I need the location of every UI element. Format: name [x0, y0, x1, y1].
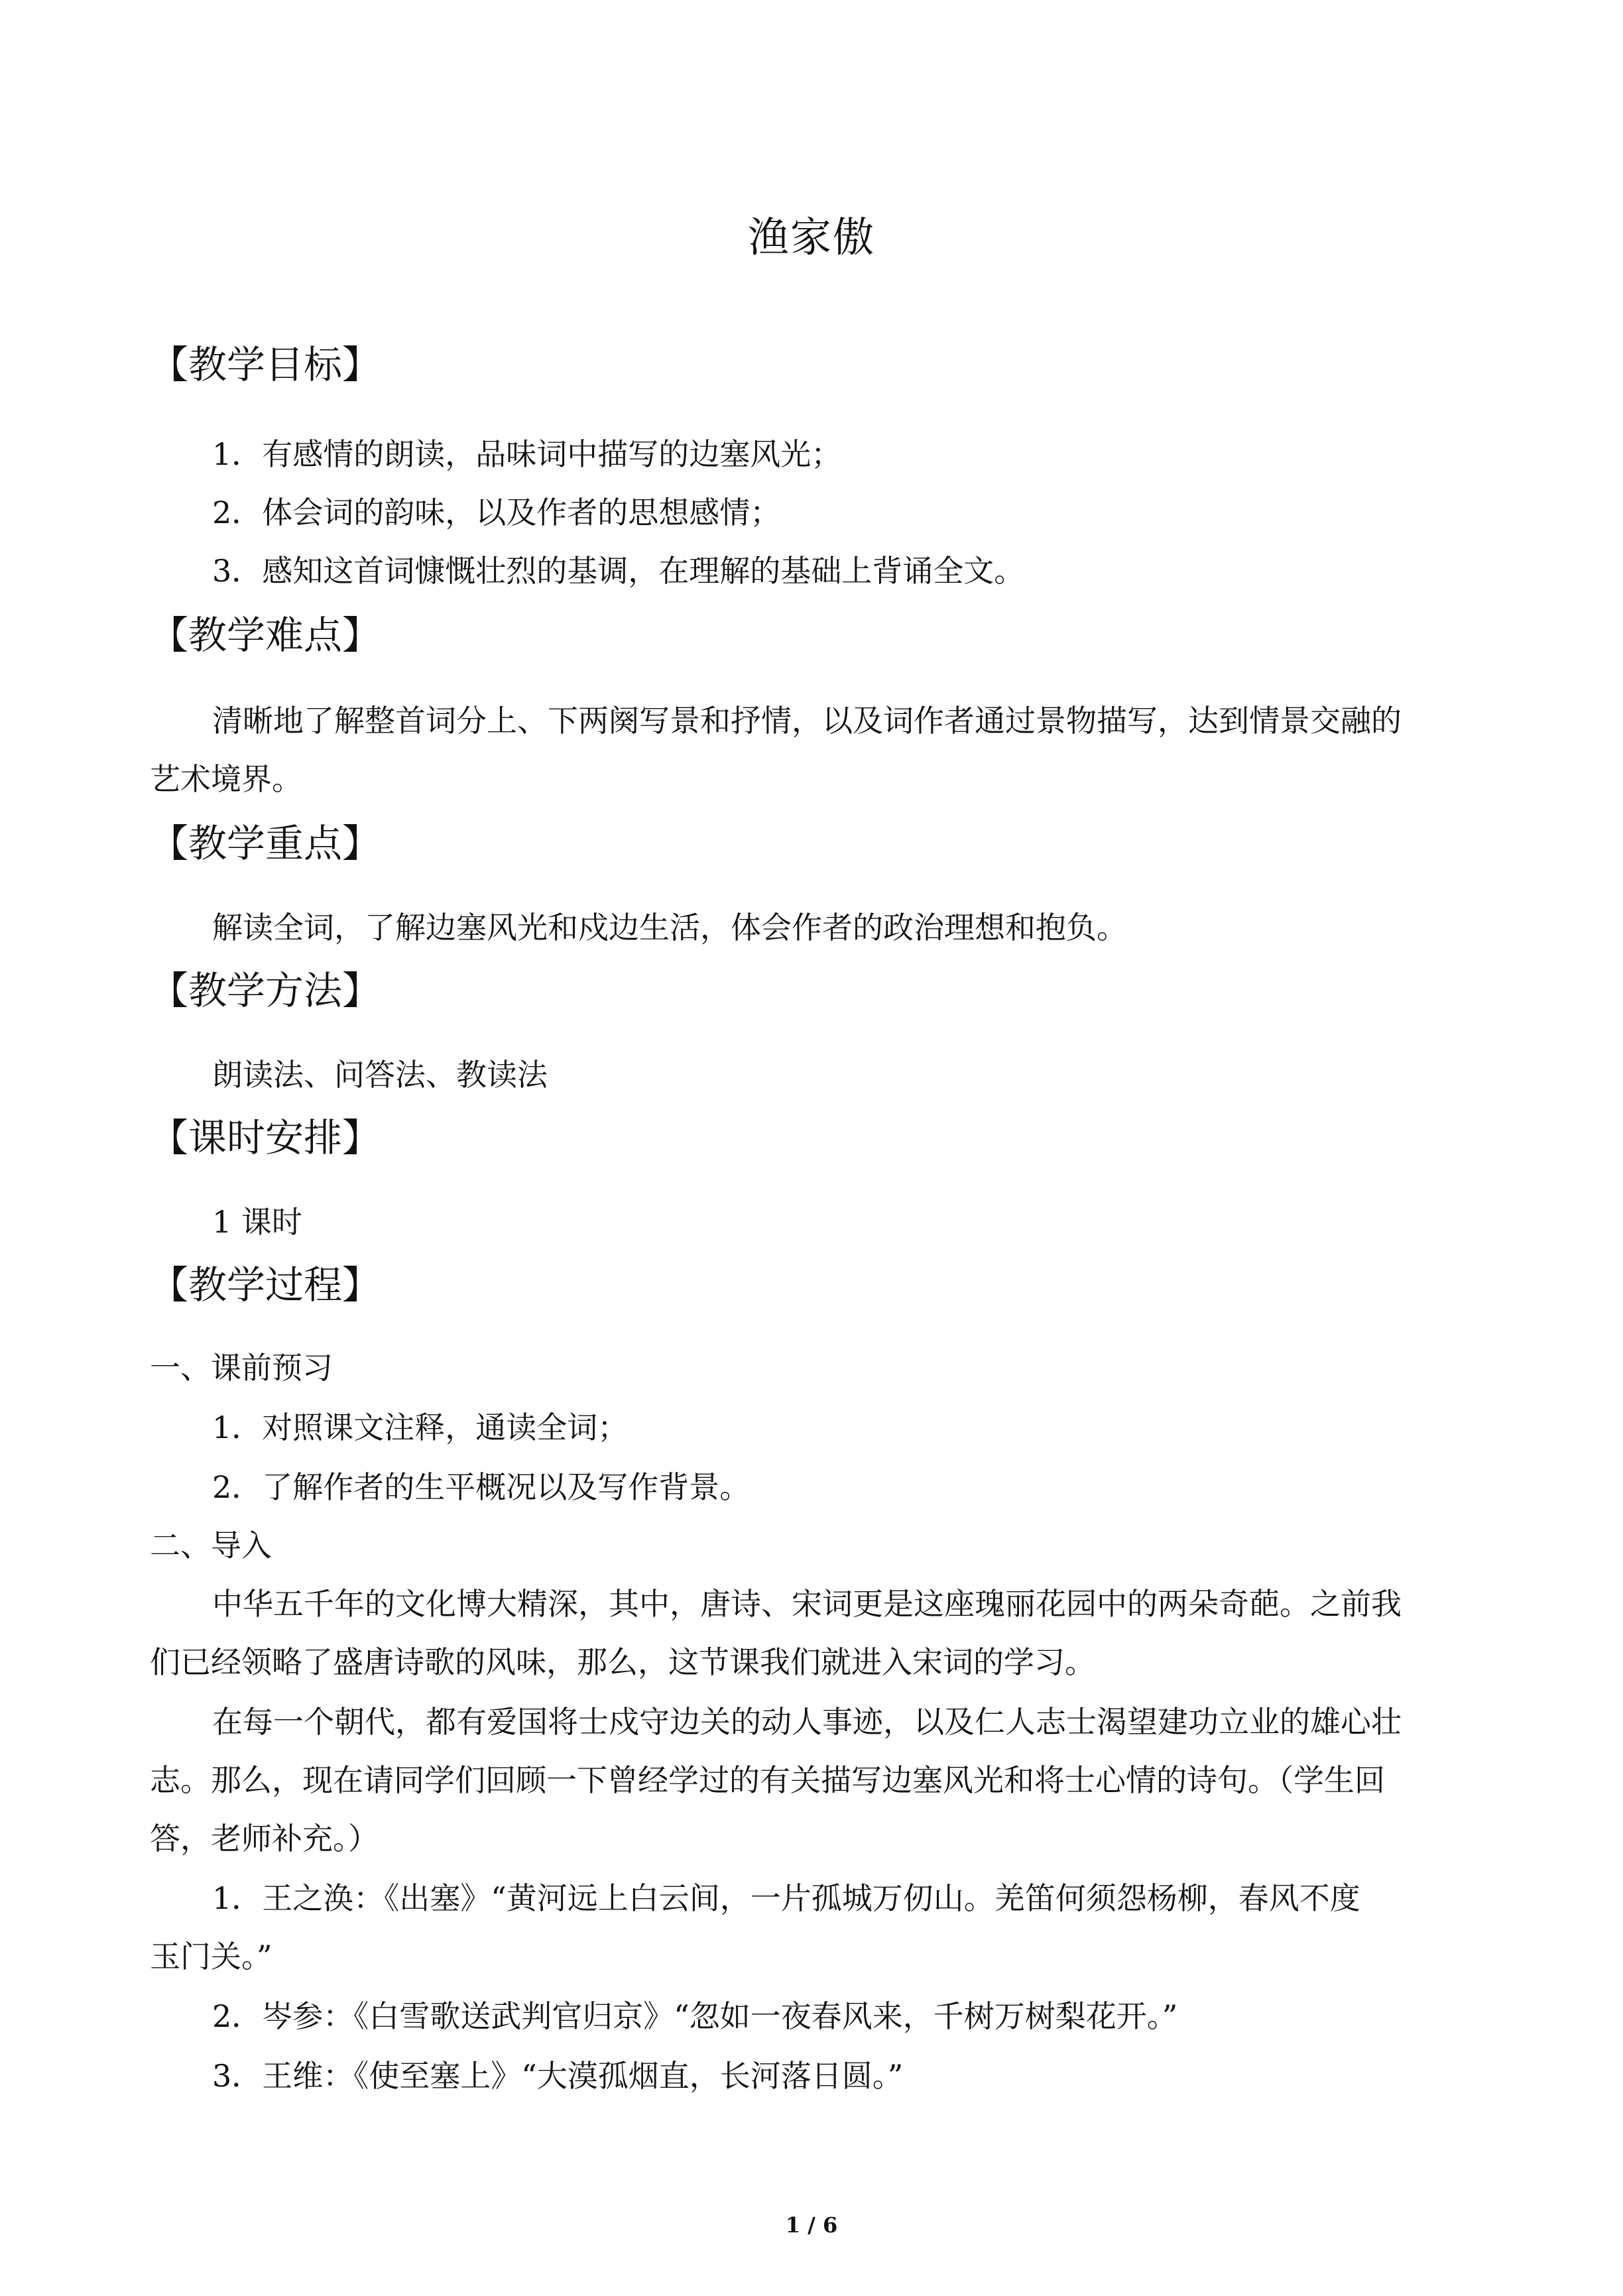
section-heading-process: 【教学过程】	[150, 1262, 381, 1307]
methods-text: 朗读法、问答法、教读法	[212, 1057, 548, 1093]
section-heading-difficulties: 【教学难点】	[150, 613, 381, 658]
section-heading-methods: 【教学方法】	[150, 968, 381, 1013]
section-heading-schedule: 【课时安排】	[150, 1115, 381, 1160]
process-part-label: 一、课前预习	[150, 1350, 333, 1386]
key-points-text: 解读全词，了解边塞风光和戍边生活，体会作者的政治理想和抱负。	[212, 910, 1127, 945]
poem-quote-line: 2．岑参：《白雪歌送武判官归京》“忽如一夜春风来，千树万树梨花开。”	[212, 1998, 1178, 2034]
objective-item: 1．有感情的朗读，品味词中描写的边塞风光；	[212, 436, 842, 472]
difficulties-text-line: 清晰地了解整首词分上、下两阕写景和抒情，以及词作者通过景物描写，达到情景交融的	[212, 703, 1402, 739]
schedule-text: 1 课时	[212, 1204, 302, 1240]
section-heading-objectives: 【教学目标】	[150, 342, 381, 387]
intro-paragraph-line: 答，老师补充。）	[150, 1821, 379, 1856]
poem-quote-line: 玉门关。”	[150, 1939, 272, 1974]
document-title: 渔家傲	[747, 213, 875, 261]
objective-item: 2．体会词的韵味，以及作者的思想感情；	[212, 495, 781, 530]
intro-paragraph-line: 们已经领略了盛唐诗歌的风味，那么，这节课我们就进入宋词的学习。	[150, 1644, 1095, 1680]
objective-item: 3．感知这首词慷慨壮烈的基调，在理解的基础上背诵全文。	[212, 553, 1025, 589]
page-number: 1 / 6	[785, 2212, 838, 2238]
intro-paragraph-line: 志。那么，现在请同学们回顾一下曾经学过的有关描写边塞风光和将士心情的诗句。（学生回	[150, 1762, 1385, 1798]
section-heading-key-points: 【教学重点】	[150, 821, 381, 866]
poem-quote-line: 1．王之涣：《出塞》“黄河远上白云间，一片孤城万仞山。羌笛何须怨杨柳，春风不度	[212, 1880, 1360, 1916]
poem-quote-line: 3．王维：《使至塞上》“大漠孤烟直，长河落日圆。”	[212, 2058, 904, 2094]
intro-paragraph-line: 在每一个朝代，都有爱国将士戍守边关的动人事迹，以及仁人志士渴望建功立业的雄心壮	[212, 1704, 1402, 1740]
process-part-label: 二、导入	[150, 1528, 272, 1563]
preview-item: 2．了解作者的生平概况以及写作背景。	[212, 1469, 751, 1505]
preview-item: 1．对照课文注释，通读全词；	[212, 1410, 629, 1445]
intro-paragraph-line: 中华五千年的文化博大精深，其中，唐诗、宋词更是这座瑰丽花园中的两朵奇葩。之前我	[212, 1586, 1402, 1622]
difficulties-text-line: 艺术境界。	[150, 761, 302, 797]
